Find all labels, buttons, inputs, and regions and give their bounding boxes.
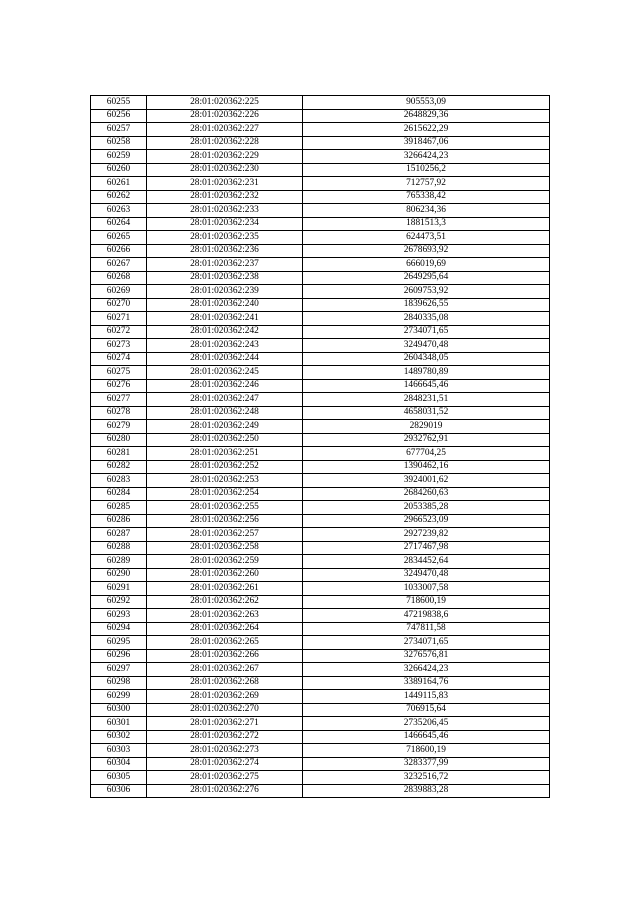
table-row — [91, 285, 550, 299]
table-row — [91, 676, 550, 690]
cadastral-number-cell: 28:01:020362:242 — [147, 325, 303, 339]
table-row — [91, 703, 550, 717]
table-row — [91, 217, 550, 231]
value-cell: 2734071,65 — [303, 325, 550, 339]
row-number-cell: 60268 — [91, 271, 147, 285]
cadastral-number-cell: 28:01:020362:249 — [147, 420, 303, 434]
value-cell: 1881513,3 — [303, 217, 550, 231]
row-number-cell: 60277 — [91, 393, 147, 407]
value-cell: 2734071,65 — [303, 636, 550, 650]
value-cell: 2839883,28 — [303, 784, 550, 798]
row-number-cell: 60271 — [91, 312, 147, 326]
value-cell: 706915,64 — [303, 703, 550, 717]
table-row — [91, 784, 550, 798]
table-row — [91, 258, 550, 272]
cadastral-number-cell: 28:01:020362:270 — [147, 703, 303, 717]
table-row — [91, 487, 550, 501]
row-number-cell: 60282 — [91, 460, 147, 474]
row-number-cell: 60301 — [91, 717, 147, 731]
row-number-cell: 60302 — [91, 730, 147, 744]
value-cell: 1839626,55 — [303, 298, 550, 312]
table-row — [91, 460, 550, 474]
row-number-cell: 60298 — [91, 676, 147, 690]
cadastral-number-cell: 28:01:020362:231 — [147, 177, 303, 191]
cadastral-number-cell: 28:01:020362:244 — [147, 352, 303, 366]
cadastral-number-cell: 28:01:020362:243 — [147, 339, 303, 353]
value-cell: 765338,42 — [303, 190, 550, 204]
row-number-cell: 60286 — [91, 514, 147, 528]
table-row — [91, 717, 550, 731]
value-cell: 2649295,64 — [303, 271, 550, 285]
table-row — [91, 352, 550, 366]
row-number-cell: 60294 — [91, 622, 147, 636]
table-row — [91, 744, 550, 758]
table-row — [91, 541, 550, 555]
cadastral-number-cell: 28:01:020362:233 — [147, 204, 303, 218]
table-row — [91, 555, 550, 569]
table-row — [91, 136, 550, 150]
value-cell: 624473,51 — [303, 231, 550, 245]
cadastral-number-cell: 28:01:020362:257 — [147, 528, 303, 542]
cadastral-number-cell: 28:01:020362:237 — [147, 258, 303, 272]
cadastral-number-cell: 28:01:020362:247 — [147, 393, 303, 407]
table-row — [91, 96, 550, 110]
table-row — [91, 447, 550, 461]
cadastral-number-cell: 28:01:020362:226 — [147, 109, 303, 123]
table-row — [91, 690, 550, 704]
value-cell: 3266424,23 — [303, 150, 550, 164]
value-cell: 3918467,06 — [303, 136, 550, 150]
value-cell: 2615622,29 — [303, 123, 550, 137]
value-cell: 2829019 — [303, 420, 550, 434]
cadastral-number-cell: 28:01:020362:236 — [147, 244, 303, 258]
row-number-cell: 60287 — [91, 528, 147, 542]
cadastral-number-cell: 28:01:020362:252 — [147, 460, 303, 474]
table-row — [91, 393, 550, 407]
cadastral-number-cell: 28:01:020362:276 — [147, 784, 303, 798]
value-cell: 3232516,72 — [303, 771, 550, 785]
cadastral-number-cell: 28:01:020362:262 — [147, 595, 303, 609]
cadastral-number-cell: 28:01:020362:241 — [147, 312, 303, 326]
cadastral-number-cell: 28:01:020362:234 — [147, 217, 303, 231]
row-number-cell: 60305 — [91, 771, 147, 785]
row-number-cell: 60295 — [91, 636, 147, 650]
row-number-cell: 60299 — [91, 690, 147, 704]
table-row — [91, 379, 550, 393]
row-number-cell: 60262 — [91, 190, 147, 204]
cadastral-number-cell: 28:01:020362:256 — [147, 514, 303, 528]
value-cell: 3389164,76 — [303, 676, 550, 690]
data-table — [90, 95, 550, 798]
value-cell: 1033007,58 — [303, 582, 550, 596]
cadastral-number-cell: 28:01:020362:259 — [147, 555, 303, 569]
value-cell: 666019,69 — [303, 258, 550, 272]
cadastral-number-cell: 28:01:020362:263 — [147, 609, 303, 623]
table-row — [91, 649, 550, 663]
table-row — [91, 609, 550, 623]
table-row — [91, 595, 550, 609]
row-number-cell: 60304 — [91, 757, 147, 771]
cadastral-number-cell: 28:01:020362:266 — [147, 649, 303, 663]
table-row — [91, 663, 550, 677]
row-number-cell: 60297 — [91, 663, 147, 677]
cadastral-number-cell: 28:01:020362:245 — [147, 366, 303, 380]
table-row — [91, 271, 550, 285]
value-cell: 718600,19 — [303, 744, 550, 758]
table-row — [91, 325, 550, 339]
cadastral-number-cell: 28:01:020362:235 — [147, 231, 303, 245]
row-number-cell: 60255 — [91, 96, 147, 110]
value-cell: 1510256,2 — [303, 163, 550, 177]
value-cell: 1466645,46 — [303, 379, 550, 393]
row-number-cell: 60256 — [91, 109, 147, 123]
cadastral-number-cell: 28:01:020362:265 — [147, 636, 303, 650]
row-number-cell: 60260 — [91, 163, 147, 177]
cadastral-number-cell: 28:01:020362:271 — [147, 717, 303, 731]
row-number-cell: 60274 — [91, 352, 147, 366]
value-cell: 2966523,09 — [303, 514, 550, 528]
row-number-cell: 60292 — [91, 595, 147, 609]
row-number-cell: 60300 — [91, 703, 147, 717]
table-row — [91, 636, 550, 650]
value-cell: 3276576,81 — [303, 649, 550, 663]
value-cell: 3283377,99 — [303, 757, 550, 771]
value-cell: 3924001,62 — [303, 474, 550, 488]
cadastral-number-cell: 28:01:020362:260 — [147, 568, 303, 582]
table-row — [91, 204, 550, 218]
row-number-cell: 60280 — [91, 433, 147, 447]
table-row — [91, 420, 550, 434]
cadastral-number-cell: 28:01:020362:267 — [147, 663, 303, 677]
table-row — [91, 730, 550, 744]
row-number-cell: 60281 — [91, 447, 147, 461]
value-cell: 2735206,45 — [303, 717, 550, 731]
cadastral-number-cell: 28:01:020362:250 — [147, 433, 303, 447]
cadastral-number-cell: 28:01:020362:230 — [147, 163, 303, 177]
value-cell: 2927239,82 — [303, 528, 550, 542]
cadastral-number-cell: 28:01:020362:254 — [147, 487, 303, 501]
table-row — [91, 190, 550, 204]
cadastral-number-cell: 28:01:020362:238 — [147, 271, 303, 285]
value-cell: 1466645,46 — [303, 730, 550, 744]
row-number-cell: 60289 — [91, 555, 147, 569]
cadastral-number-cell: 28:01:020362:253 — [147, 474, 303, 488]
row-number-cell: 60276 — [91, 379, 147, 393]
table-row — [91, 177, 550, 191]
table-row — [91, 109, 550, 123]
table-row — [91, 501, 550, 515]
table-row — [91, 568, 550, 582]
value-cell: 2717467,98 — [303, 541, 550, 555]
row-number-cell: 60267 — [91, 258, 147, 272]
row-number-cell: 60279 — [91, 420, 147, 434]
table-row — [91, 771, 550, 785]
table-row — [91, 312, 550, 326]
cadastral-number-cell: 28:01:020362:246 — [147, 379, 303, 393]
table-row — [91, 339, 550, 353]
table-body — [91, 96, 550, 798]
value-cell: 747811,58 — [303, 622, 550, 636]
cadastral-number-cell: 28:01:020362:273 — [147, 744, 303, 758]
table-row — [91, 757, 550, 771]
value-cell: 47219838,6 — [303, 609, 550, 623]
cadastral-number-cell: 28:01:020362:248 — [147, 406, 303, 420]
value-cell: 3249470,48 — [303, 568, 550, 582]
row-number-cell: 60296 — [91, 649, 147, 663]
cadastral-number-cell: 28:01:020362:255 — [147, 501, 303, 515]
row-number-cell: 60288 — [91, 541, 147, 555]
table-row — [91, 244, 550, 258]
cadastral-number-cell: 28:01:020362:227 — [147, 123, 303, 137]
value-cell: 2609753,92 — [303, 285, 550, 299]
row-number-cell: 60293 — [91, 609, 147, 623]
table-row — [91, 582, 550, 596]
row-number-cell: 60261 — [91, 177, 147, 191]
row-number-cell: 60303 — [91, 744, 147, 758]
cadastral-number-cell: 28:01:020362:251 — [147, 447, 303, 461]
value-cell: 2834452,64 — [303, 555, 550, 569]
table-row — [91, 231, 550, 245]
row-number-cell: 60291 — [91, 582, 147, 596]
value-cell: 2604348,05 — [303, 352, 550, 366]
table-row — [91, 622, 550, 636]
row-number-cell: 60306 — [91, 784, 147, 798]
row-number-cell: 60278 — [91, 406, 147, 420]
cadastral-number-cell: 28:01:020362:274 — [147, 757, 303, 771]
table-row — [91, 163, 550, 177]
row-number-cell: 60290 — [91, 568, 147, 582]
value-cell: 1489780,89 — [303, 366, 550, 380]
value-cell: 2053385,28 — [303, 501, 550, 515]
cadastral-number-cell: 28:01:020362:229 — [147, 150, 303, 164]
row-number-cell: 60257 — [91, 123, 147, 137]
row-number-cell: 60263 — [91, 204, 147, 218]
row-number-cell: 60266 — [91, 244, 147, 258]
table-row — [91, 150, 550, 164]
row-number-cell: 60270 — [91, 298, 147, 312]
row-number-cell: 60272 — [91, 325, 147, 339]
row-number-cell: 60258 — [91, 136, 147, 150]
table-row — [91, 366, 550, 380]
value-cell: 718600,19 — [303, 595, 550, 609]
value-cell: 2678693,92 — [303, 244, 550, 258]
cadastral-number-cell: 28:01:020362:232 — [147, 190, 303, 204]
row-number-cell: 60269 — [91, 285, 147, 299]
row-number-cell: 60283 — [91, 474, 147, 488]
cadastral-number-cell: 28:01:020362:264 — [147, 622, 303, 636]
cadastral-number-cell: 28:01:020362:228 — [147, 136, 303, 150]
value-cell: 2848231,51 — [303, 393, 550, 407]
row-number-cell: 60275 — [91, 366, 147, 380]
table-row — [91, 298, 550, 312]
value-cell: 2932762,91 — [303, 433, 550, 447]
row-number-cell: 60264 — [91, 217, 147, 231]
value-cell: 677704,25 — [303, 447, 550, 461]
cadastral-number-cell: 28:01:020362:269 — [147, 690, 303, 704]
row-number-cell: 60273 — [91, 339, 147, 353]
value-cell: 3266424,23 — [303, 663, 550, 677]
cadastral-number-cell: 28:01:020362:258 — [147, 541, 303, 555]
table-row — [91, 514, 550, 528]
value-cell: 712757,92 — [303, 177, 550, 191]
row-number-cell: 60284 — [91, 487, 147, 501]
row-number-cell: 60259 — [91, 150, 147, 164]
cadastral-number-cell: 28:01:020362:268 — [147, 676, 303, 690]
row-number-cell: 60285 — [91, 501, 147, 515]
table-row — [91, 528, 550, 542]
value-cell: 905553,09 — [303, 96, 550, 110]
cadastral-number-cell: 28:01:020362:225 — [147, 96, 303, 110]
cadastral-number-cell: 28:01:020362:240 — [147, 298, 303, 312]
table-row — [91, 433, 550, 447]
cadastral-number-cell: 28:01:020362:261 — [147, 582, 303, 596]
table-row — [91, 406, 550, 420]
row-number-cell: 60265 — [91, 231, 147, 245]
cadastral-number-cell: 28:01:020362:239 — [147, 285, 303, 299]
value-cell: 2648829,36 — [303, 109, 550, 123]
value-cell: 1449115,83 — [303, 690, 550, 704]
value-cell: 3249470,48 — [303, 339, 550, 353]
cadastral-number-cell: 28:01:020362:275 — [147, 771, 303, 785]
value-cell: 2840335,08 — [303, 312, 550, 326]
table-row — [91, 474, 550, 488]
value-cell: 4658031,52 — [303, 406, 550, 420]
table-row — [91, 123, 550, 137]
cadastral-number-cell: 28:01:020362:272 — [147, 730, 303, 744]
value-cell: 806234,36 — [303, 204, 550, 218]
value-cell: 1390462,16 — [303, 460, 550, 474]
value-cell: 2684260,63 — [303, 487, 550, 501]
